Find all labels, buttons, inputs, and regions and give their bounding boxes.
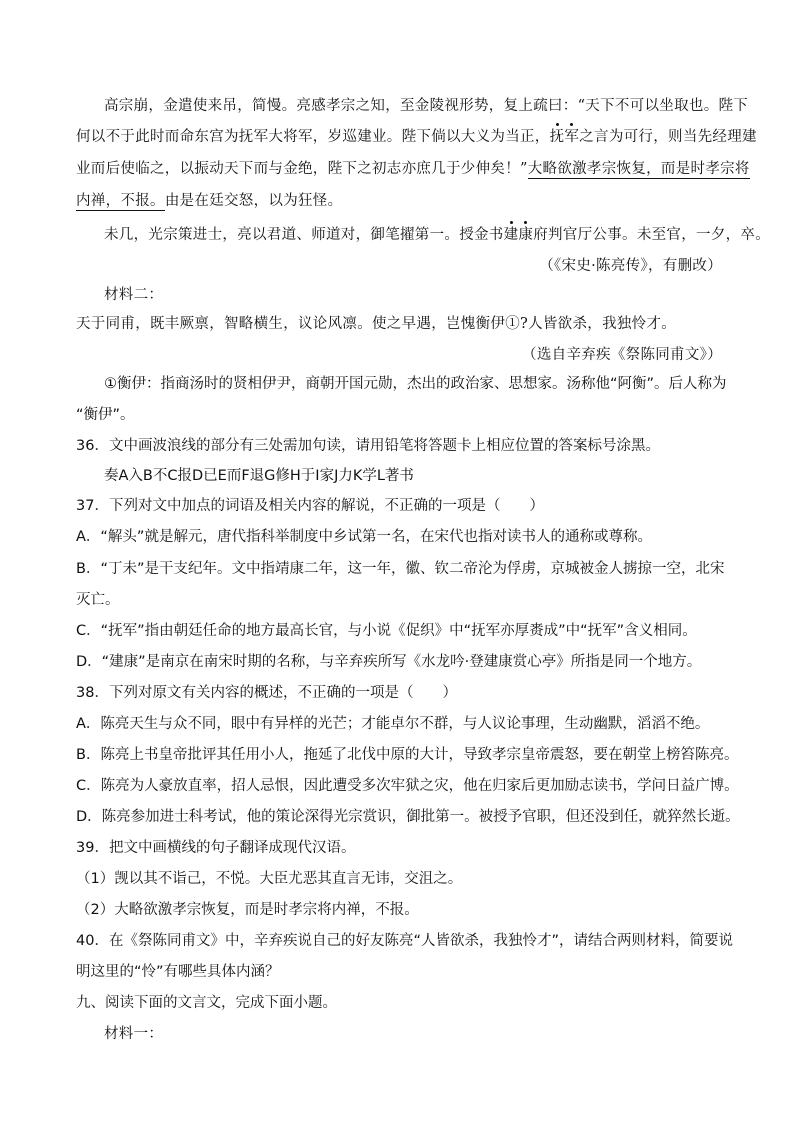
passage-text: 业而后使临之，以振动天下而与金绝，陛下之初志亦庶几于少伸矣！” — [76, 161, 528, 177]
question-37-option-c: C．“抚军”指由朝廷任命的地方最高长官，与小说《促织》中“抚军亦厚赉成”中“抚军”含义相同。 — [76, 623, 697, 639]
material-label: 材料二： — [104, 287, 164, 303]
question-36-options: 奏A入B不C报D已E而F退G修H于I家J力K学L著书 — [104, 468, 414, 484]
underlined-sentence: 大略欲激孝宗恢复，而是时孝宗将 — [527, 161, 750, 177]
section-9-title: 九、阅读下面的文言文，完成下面小题。 — [76, 995, 337, 1011]
question-37-option-b-cont: 灭亡。 — [76, 592, 120, 608]
passage-text: 府判官厅公事。未至官，一夕，卒。 — [533, 227, 771, 243]
underlined-sentence: 内禅，不报。 — [76, 193, 165, 209]
question-40-stem-cont: 明这里的“怜”有哪些具体内涵？ — [76, 964, 280, 980]
dotted-character: 抚 — [549, 129, 565, 145]
footnote-line: “衡伊”。 — [76, 407, 135, 423]
material-label: 材料一： — [104, 1026, 164, 1042]
question-37-option-a: A．“解头”就是解元，唐代指科举制度中乡试第一名，在宋代也指对读书人的通称或尊称。 — [76, 529, 652, 545]
dotted-character: 军 — [564, 129, 580, 145]
passage-text: 未几，光宗策进士，亮以君道、师道对，御笔擢第一。授金书 — [104, 227, 504, 243]
passage-line — [104, 225, 770, 245]
question-36-stem: 36．文中画波浪线的部分有三处需加句读，请用铅笔将答题卡上相应位置的答案标号涂黑。 — [76, 438, 660, 454]
question-37-option-b: B．“丁未”是干支纪年。文中指靖康二年，这一年，徽、钦二帝沦为俘虏，京城被金人掳掠一空，北宋 — [76, 561, 725, 577]
question-37-option-d: D．“建康”是南京在南宋时期的名称，与辛弃疾所写《水龙吟·登建康赏心亭》所指是同一个地方。 — [76, 654, 702, 670]
passage-text: 何以不于此时而命东宫为抚军大将军，岁巡建业。陛下倘以大义为当正， — [76, 129, 550, 145]
passage-line — [76, 191, 342, 211]
source-citation: （选自辛弃疾《祭陈同甫文》） — [522, 347, 722, 363]
question-39-stem: 39．把文中画横线的句子翻译成现代汉语。 — [76, 840, 356, 856]
source-citation: （《宋史·陈亮传》，有删改） — [539, 258, 722, 274]
question-39-sentence-2: （2）大略欲激孝宗恢复，而是时孝宗将内禅，不报。 — [76, 902, 419, 918]
dotted-character: 康 — [518, 227, 534, 243]
question-38-option-b: B．陈亮上书皇帝批评其任用小人，拖延了北伐中原的大计，导致孝宗皇帝震怒，要在朝堂上榜笞陈亮。 — [76, 747, 739, 763]
passage-line — [76, 127, 757, 147]
question-38-option-c: C．陈亮为人豪放直率，招人忌恨，因此遭受多次牢狱之灾，他在归家后更加励志读书，学问日益广博。 — [76, 778, 739, 794]
passage-text: 由是在廷交怒，以为狂怪。 — [164, 193, 343, 209]
passage-line — [76, 159, 750, 179]
question-39-sentence-1: （1）觊以其不诣己，不悦。大臣尤恶其直言无讳，交沮之。 — [76, 871, 463, 887]
passage-line: 高宗崩，金遣使来吊，简慢。亮感孝宗之知，至金陵视形势，复上疏曰：“天下不可以坐取也。陛下 — [104, 98, 749, 114]
question-40-stem: 40．在《祭陈同甫文》中，辛弃疾说自己的好友陈亮“人皆欲杀，我独怜才”，请结合两则材料，简要说 — [76, 933, 733, 949]
footnote-line: ①衡伊：指商汤时的贤相伊尹，商朝开国元勋，杰出的政治家、思想家。汤称他“阿衡”。后人称为 — [104, 376, 727, 392]
dotted-character: 建 — [503, 227, 519, 243]
question-38-option-d: D．陈亮参加进士科考试，他的策论深得光宗赏识，御批第一。被授予官职，但还没到任，就猝然长逝。 — [76, 809, 740, 825]
question-38-option-a: A．陈亮天生与众不同，眼中有异样的光芒；才能卓尔不群，与人议论事理，生动幽默，滔滔不绝。 — [76, 716, 710, 732]
passage-line: 天于同甫，既丰厥禀，智略横生，议论风凛。使之早遇，岂愧衡伊①?人皆欲杀，我独怜才。 — [76, 316, 677, 332]
question-37-stem: 37．下列对文中加点的词语及相关内容的解说，不正确的一项是（ ） — [76, 498, 544, 514]
question-38-stem: 38．下列对原文有关内容的概述，不正确的一项是（ ） — [76, 685, 457, 701]
passage-text: 之言为可行，则当先经理建 — [579, 129, 757, 145]
